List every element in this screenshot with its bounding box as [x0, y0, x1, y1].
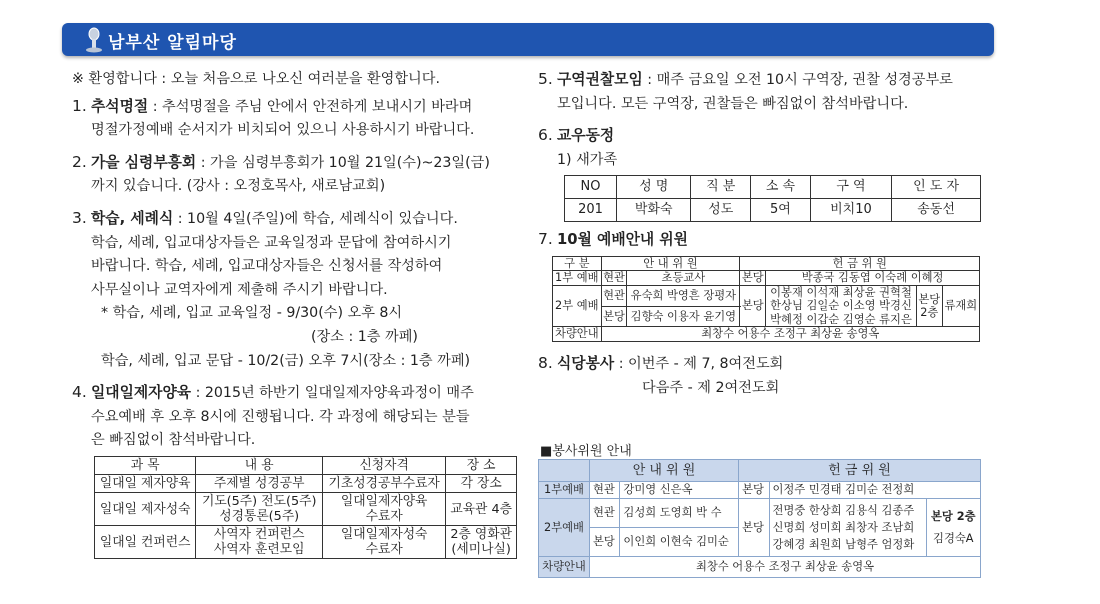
notice-heading: 교우동정: [557, 127, 615, 145]
notice-item-3: 3. 학습, 세례식 : 10월 4일(주일)에 학습, 세례식이 있습니다. 학습, 세례, 입교대상자들은 교육일정과 문답에 참여하시기 바랍니다. 학습, 세례, 입교대상자들은 신청서를 작성하여 사무실이나 교역자에게 제출해 주시기 바랍니다. * 학습, 세례, 입교 교육일정 - 9/30(수) 오후 8시 (장소 : 1층 까페) 학습, 세례, 입교 문답 - 10/2(금) 오후 7시(장소 : 1층 까페): [72, 208, 471, 369]
notice-item-5: 5. 구역권찰모임 : 매주 금요일 오전 10시 구역장, 권찰 성경공부로 모입니다. 모든 구역장, 권찰들은 빠짐없이 참석바랍니다.: [538, 70, 953, 112]
discipleship-table: [94, 456, 517, 559]
welcome-text: ※ 환영합니다 : 오늘 처음으로 나오신 여러분을 환영합니다.: [72, 71, 440, 87]
microphone-icon: [82, 26, 104, 53]
table-header-row: 안 내 위 원 헌 금 위 원: [539, 460, 981, 482]
notice-item-2: 2. 가을 심령부흥회 : 가을 심령부흥회가 10월 21일(수)~23일(금) 까지 있습니다. (강사 : 오정호목사, 새로남교회): [72, 152, 490, 195]
table-row: 2부 예배 현관 유숙희 박영흔 장평자 본당 이봉재 이석재 최상윤 권혁철 한상님 김일순 이소영 박경신 박혜정 이갑순 김영순 류지은 본당 2층 류재희: [553, 285, 980, 306]
notice-heading: 가을 심령부흥회: [91, 153, 197, 171]
right-column: [538, 68, 988, 400]
table-row: 본당 이인희 이현숙 김미순: [539, 528, 981, 557]
table-row: 차량안내 최창수 어용수 조정구 최상윤 송영옥: [539, 557, 981, 578]
notice-heading: 식당봉사: [557, 354, 615, 372]
volunteer-section-title: ■봉사위원 안내: [540, 444, 632, 459]
notice-item-7: 7. 10월 예배안내 위원: [538, 230, 688, 249]
table-row: 201 박화숙 성도 5여 비치10 송동선: [565, 199, 981, 222]
notice-item-4: 4. 일대일제자양육 : 2015년 하반기 일대일제자양육과정이 매주 수요예배 후 오후 8시에 진행됩니다. 각 과정에 해당되는 분들 은 빠짐없이 참석바랍니다.: [72, 383, 474, 449]
table-row: 2부예배 현관 김성희 도영희 박 수 본당 전명중 한상희 김용식 김종주 신명희 성미희 최창자 조남희 강혜경 최원희 남형주 엄정화 본당 2층 김경숙A: [539, 499, 981, 528]
notice-heading: 추석명절: [91, 97, 149, 115]
table-row: 일대일 제자성숙 기도(5주) 전도(5주) 성경통론(5주) 일대일제자양육 수료자 교육관 4층: [95, 493, 517, 526]
subheading: 1) 새가족: [557, 151, 618, 168]
table-row: 일대일 컨퍼런스 사역자 컨퍼런스 사역자 훈련모임 일대일제자성숙 수료자 2층 영화관 (세미나실): [95, 526, 517, 559]
table-row: 1부예배 현관 강미영 신은옥 본당 이정주 민경태 김미순 전정희: [539, 482, 981, 499]
new-family-table: [564, 175, 981, 222]
notice-heading: 일대일제자양육: [91, 384, 192, 402]
left-column: [72, 68, 522, 453]
table-row: 일대일 제자양육 주제별 성경공부 기초성경공부수료자 각 장소: [95, 475, 517, 493]
table-header-row: NO 성 명 직 분 소 속 구 역 인 도 자: [565, 176, 981, 199]
notice-item-1: 1. 추석명절 : 추석명절을 주님 안에서 안전하게 보내시기 바라며 명절가정예배 순서지가 비치되어 있으니 사용하시기 바랍니다.: [72, 96, 475, 139]
table-header-row: 구 분 안 내 위 원 헌 금 위 원: [553, 256, 980, 271]
notice-item-8: 8. 식당봉사 : 이번주 - 제 7, 8여전도회 다음주 - 제 2여전도회: [538, 353, 784, 396]
table-row: 본당 김향숙 이용자 윤기영: [553, 306, 980, 327]
page-title: 남부산 알림마당: [108, 33, 237, 53]
volunteer-table: [538, 459, 981, 578]
notice-item-6: 6. 교우동정 1) 새가족: [538, 124, 988, 172]
section-header-bar: [62, 23, 994, 56]
table-row: 차량안내 최창수 어용수 조정구 최상윤 송영옥: [553, 327, 980, 342]
notice-heading: 학습, 세례식: [91, 209, 174, 227]
notice-heading: 10월 예배안내 위원: [557, 231, 688, 249]
usher-table: [552, 256, 980, 342]
table-row: 1부 예배 현관 초등교사 본당 박종국 김동엽 이숙례 이혜정: [553, 271, 980, 286]
table-header-row: 과 목 내 용 신청자격 장 소: [95, 457, 517, 475]
notice-heading: 구역권찰모임: [557, 71, 643, 88]
